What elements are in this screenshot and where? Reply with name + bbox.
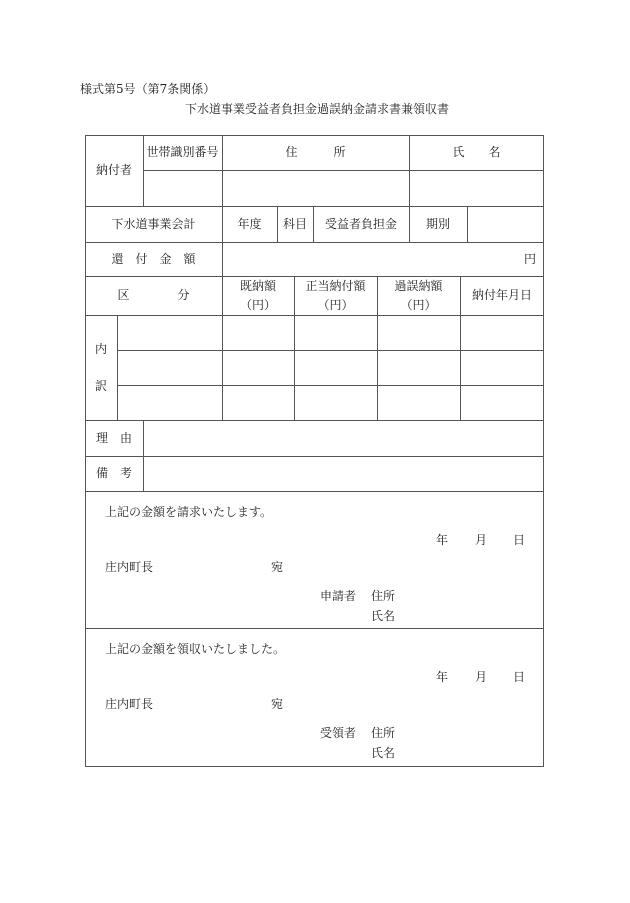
receipt-statement: 上記の金額を領収いたしました。: [105, 642, 286, 656]
overpaid-unit: （円）: [400, 297, 437, 312]
subject-label: 科目: [282, 216, 307, 231]
refund-unit: 円: [523, 252, 536, 266]
form-title: 下水道事業受益者負担金過誤納金請求書兼領収書: [185, 102, 450, 116]
household-id-label: 世帯識別番号: [146, 145, 219, 159]
receipt-month: 月: [475, 670, 488, 684]
paid-header: [222, 276, 294, 315]
paid-unit: （円）: [239, 297, 276, 312]
remarks-label: 備 考: [95, 466, 132, 480]
receipt-day: 日: [513, 670, 526, 684]
form-number: 様式第5号（第7条関係）: [80, 82, 216, 96]
request-year: 年: [436, 533, 449, 547]
address-field[interactable]: [223, 171, 408, 205]
period-field[interactable]: [468, 207, 543, 241]
refund-label: 還 付 金 額: [111, 251, 196, 266]
refund-amount-field[interactable]: [222, 242, 536, 276]
reason-label: 理 由: [95, 430, 132, 445]
correct-label: 正当納付額: [305, 278, 366, 293]
applicant-name-label: 氏名: [371, 609, 396, 623]
receiver-name-label: 氏名: [371, 746, 396, 760]
receiver-address-label: 住所: [371, 726, 396, 740]
request-honorific: 宛: [271, 560, 284, 574]
request-month: 月: [475, 533, 488, 547]
remarks-field[interactable]: [144, 457, 543, 490]
request-day: 日: [513, 533, 526, 547]
correct-unit: （円）: [317, 297, 354, 312]
correct-header: [294, 276, 377, 315]
breakdown-char-2: 訳: [94, 379, 107, 393]
request-addressee: 庄内町長: [105, 560, 154, 574]
charge-label: 受益者負担金: [324, 216, 397, 231]
account-label: 下水道事業会計: [111, 216, 196, 231]
overpaid-header: [377, 276, 460, 315]
name-label: 氏 名: [452, 145, 501, 159]
breakdown-char-1: 内: [94, 342, 107, 356]
paid-label: 既納額: [239, 278, 276, 293]
name-field[interactable]: [410, 171, 543, 205]
request-statement: 上記の金額を請求いたします。: [105, 505, 273, 519]
period-label: 期別: [425, 216, 450, 231]
receipt-year: 年: [436, 670, 449, 684]
household-id-field[interactable]: [144, 171, 221, 205]
applicant-label: 申請者: [320, 589, 357, 603]
category-label: 区 分: [117, 288, 190, 302]
overpaid-label: 過誤納額: [394, 278, 443, 293]
applicant-address-label: 住所: [371, 589, 396, 603]
reason-field[interactable]: [144, 421, 543, 455]
breakdown-side-label: [85, 315, 117, 420]
year-label: 年度: [237, 216, 262, 231]
payer-label: 納付者: [95, 163, 132, 177]
receipt-honorific: 宛: [271, 697, 284, 711]
date-label: 納付年月日: [471, 288, 532, 302]
receipt-addressee: 庄内町長: [105, 697, 154, 711]
address-label: 住 所: [285, 145, 346, 159]
receiver-label: 受領者: [320, 726, 357, 740]
